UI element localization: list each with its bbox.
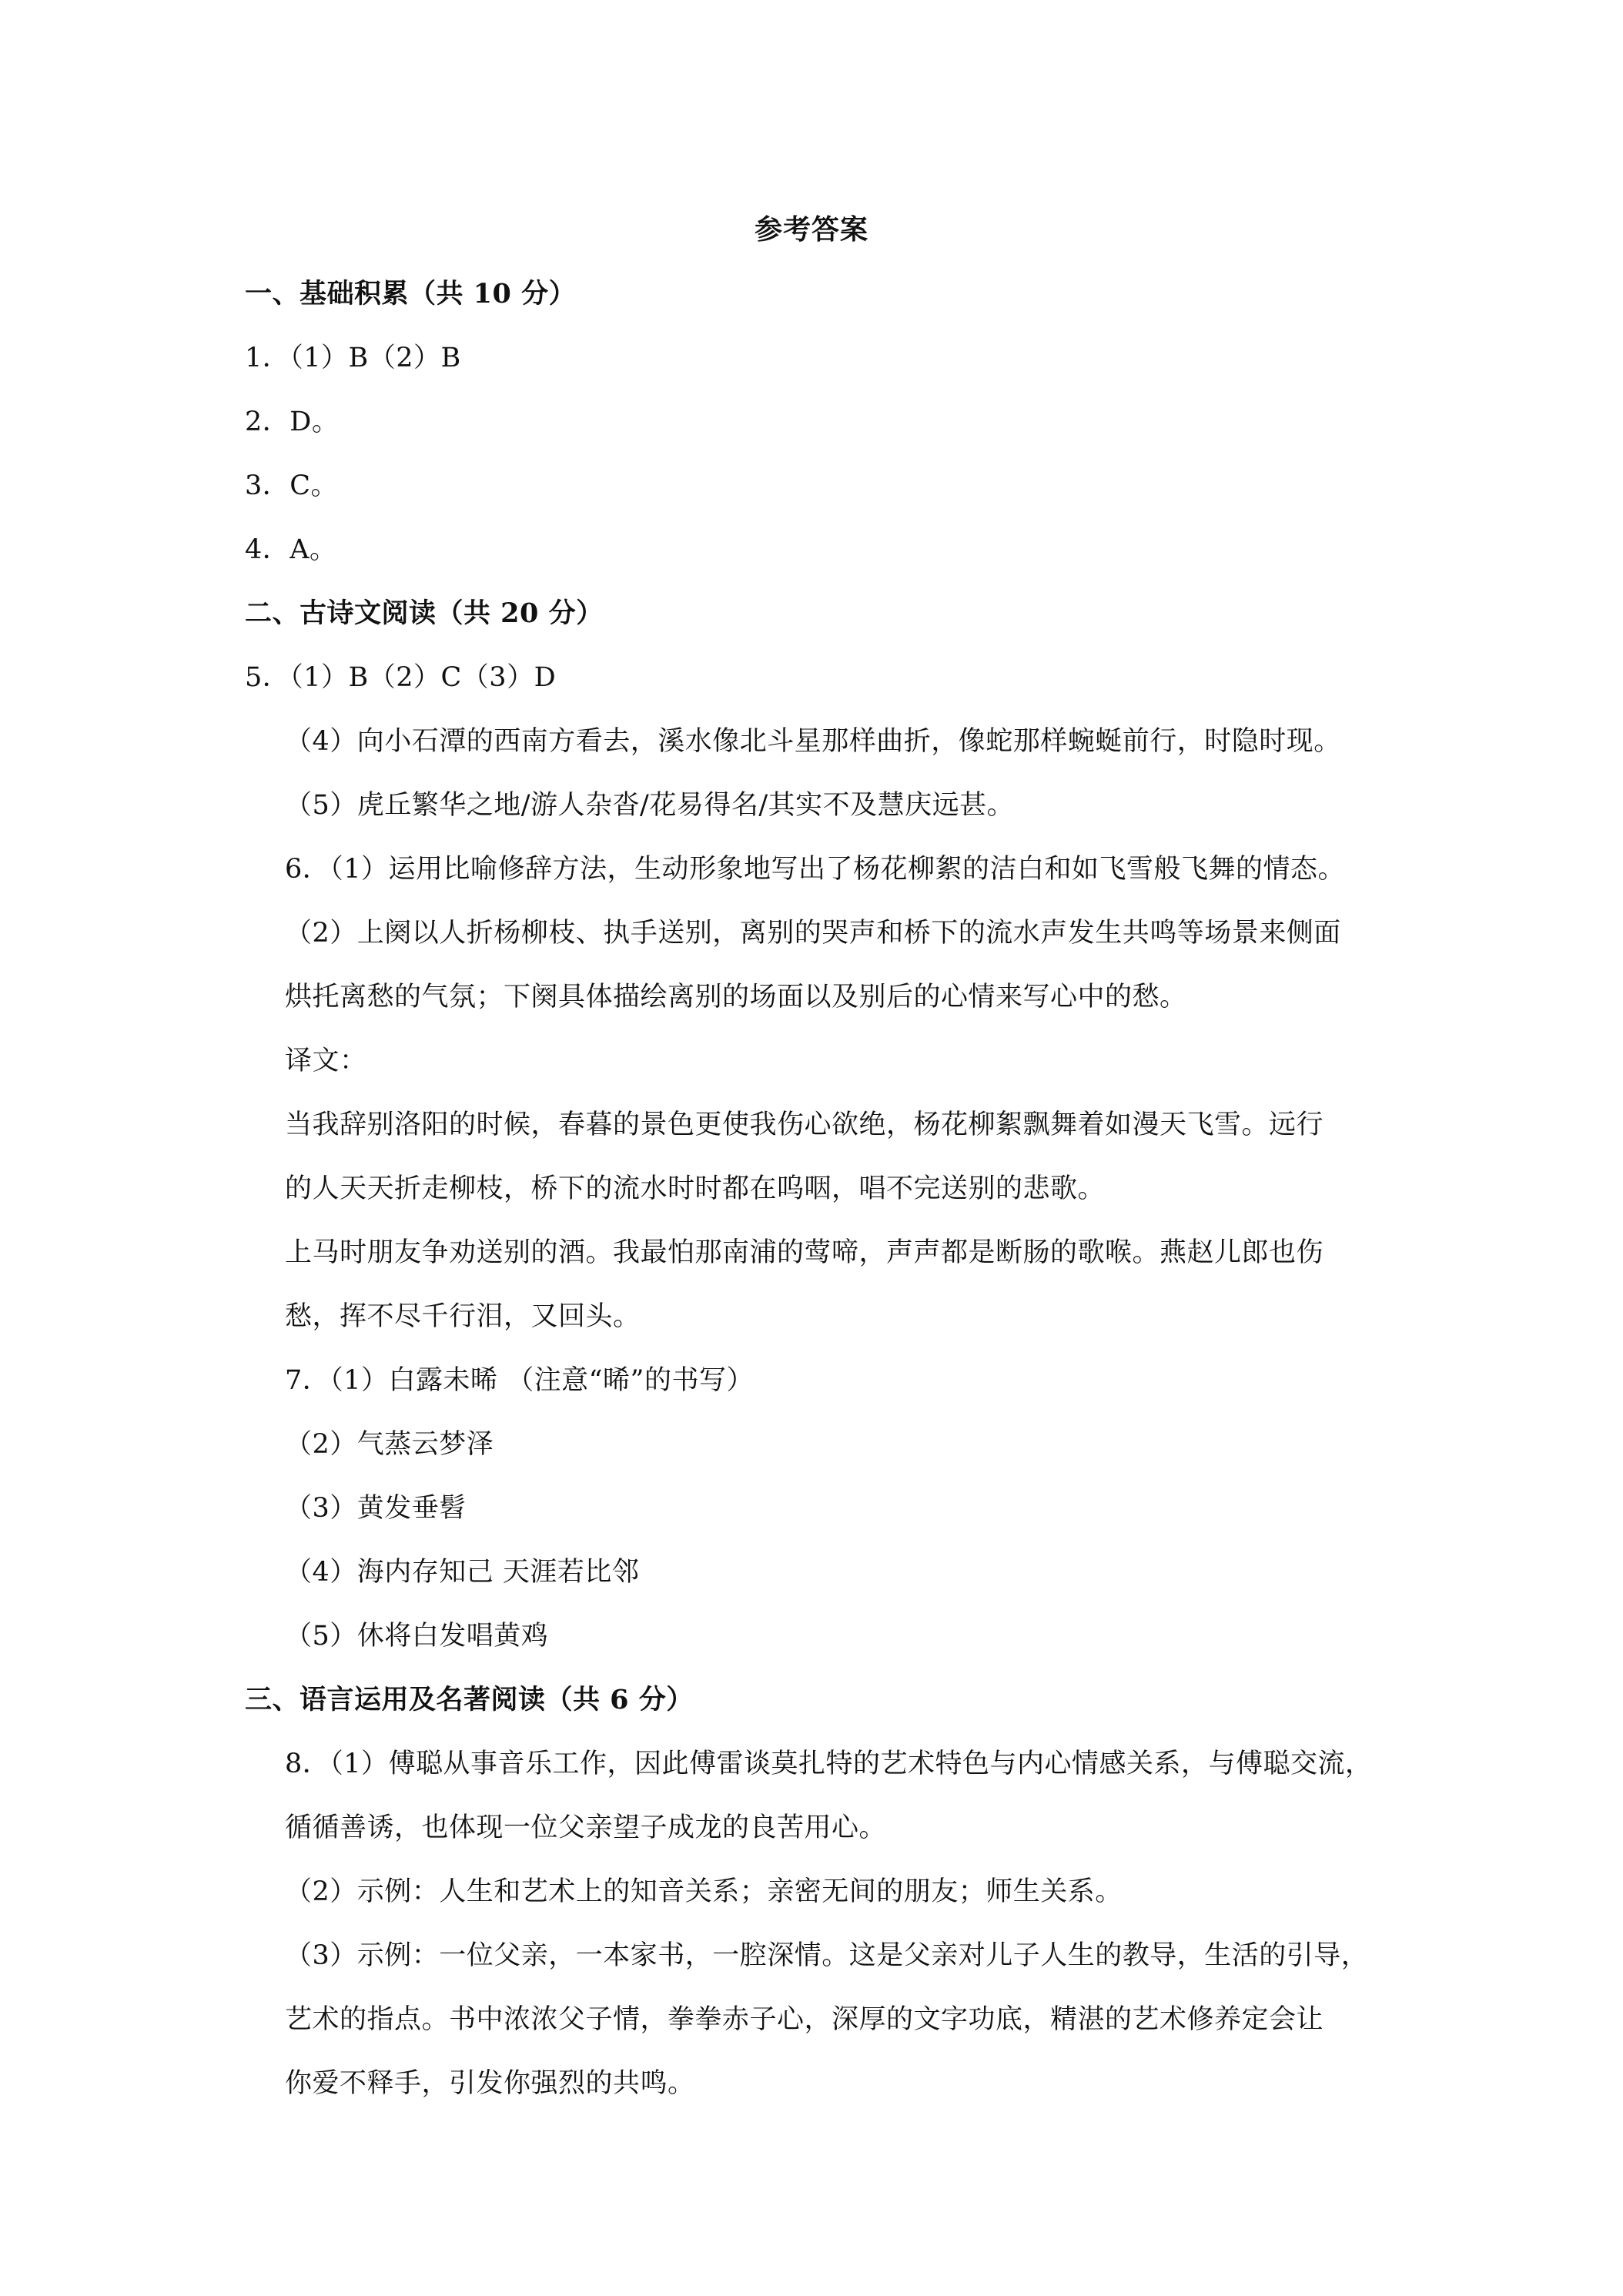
answer-line: 4．A。 (245, 534, 337, 565)
answer-line: 7．（1）白露未晞 （注意“晞”的书写） (285, 1365, 754, 1396)
answer-line: （5）虎丘繁华之地/游人杂沓/花易得名/其实不及慧庆远甚。 (285, 790, 1015, 821)
answer-line: 1．（1）B（2）B (245, 343, 461, 373)
answer-line: 2．D。 (245, 407, 340, 437)
answer-line: （2）上阕以人折杨柳枝、执手送别，离别的哭声和桥下的流水声发生共鸣等场景来侧面 (285, 918, 1341, 949)
answer-line: 你爱不释手，引发你强烈的共鸣。 (285, 2068, 695, 2099)
answer-line: 8．（1）傅聪从事音乐工作，因此傅雷谈莫扎特的艺术特色与内心情感关系，与傅聪交流， (285, 1749, 1373, 1779)
answer-line: （4）向小石潭的西南方看去，溪水像北斗星那样曲折，像蛇那样蜿蜒前行，时隐时现。 (285, 726, 1341, 757)
answer-line: 艺术的指点。书中浓浓父子情，拳拳赤子心，深厚的文字功底，精湛的艺术修养定会让 (285, 2004, 1324, 2035)
translation-line: 上马时朋友争劝送别的酒。我最怕那南浦的莺啼，声声都是断肠的歌喉。燕赵儿郎也伤 (285, 1237, 1324, 1268)
translation-label: 译文： (285, 1046, 367, 1076)
translation-line: 当我辞别洛阳的时候，春暮的景色更使我伤心欲绝，杨花柳絮飘舞着如漫天飞雪。远行 (285, 1110, 1324, 1140)
translation-line: 的人天天折走柳枝，桥下的流水时时都在呜咽，唱不完送别的悲歌。 (285, 1173, 1106, 1204)
answer-line: （3）黄发垂髫 (285, 1493, 467, 1524)
section-heading-3: 三、语言运用及名著阅读（共 6 分） (245, 1684, 694, 1715)
answer-line: 循循善诱，也体现一位父亲望子成龙的良苦用心。 (285, 1812, 887, 1843)
page-title: 参考答案 (754, 213, 868, 246)
answer-line: （5）休将白发唱黄鸡 (285, 1621, 549, 1652)
section-heading-1: 一、基础积累（共 10 分） (245, 278, 577, 310)
answer-line: （2）气蒸云梦泽 (285, 1429, 494, 1460)
answer-line: 3．C。 (245, 470, 339, 501)
answer-line: （3）示例：一位父亲，一本家书，一腔深情。这是父亲对儿子人生的教导，生活的引导， (285, 1940, 1369, 1971)
answer-line: 烘托离愁的气氛；下阕具体描绘离别的场面以及别后的心情来写心中的愁。 (285, 982, 1187, 1012)
answer-line: 6．（1）运用比喻修辞方法，生动形象地写出了杨花柳絮的洁白和如飞雪般飞舞的情态。 (285, 854, 1346, 885)
answer-line: 5．（1）B（2）C（3）D (245, 662, 557, 693)
translation-line: 愁，挥不尽千行泪，又回头。 (285, 1301, 641, 1332)
answer-line: （2）示例：人生和艺术上的知音关系；亲密无间的朋友；师生关系。 (285, 1876, 1123, 1907)
answer-line: （4）海内存知己 天涯若比邻 (285, 1557, 640, 1588)
section-heading-2: 二、古诗文阅读（共 20 分） (245, 597, 604, 629)
